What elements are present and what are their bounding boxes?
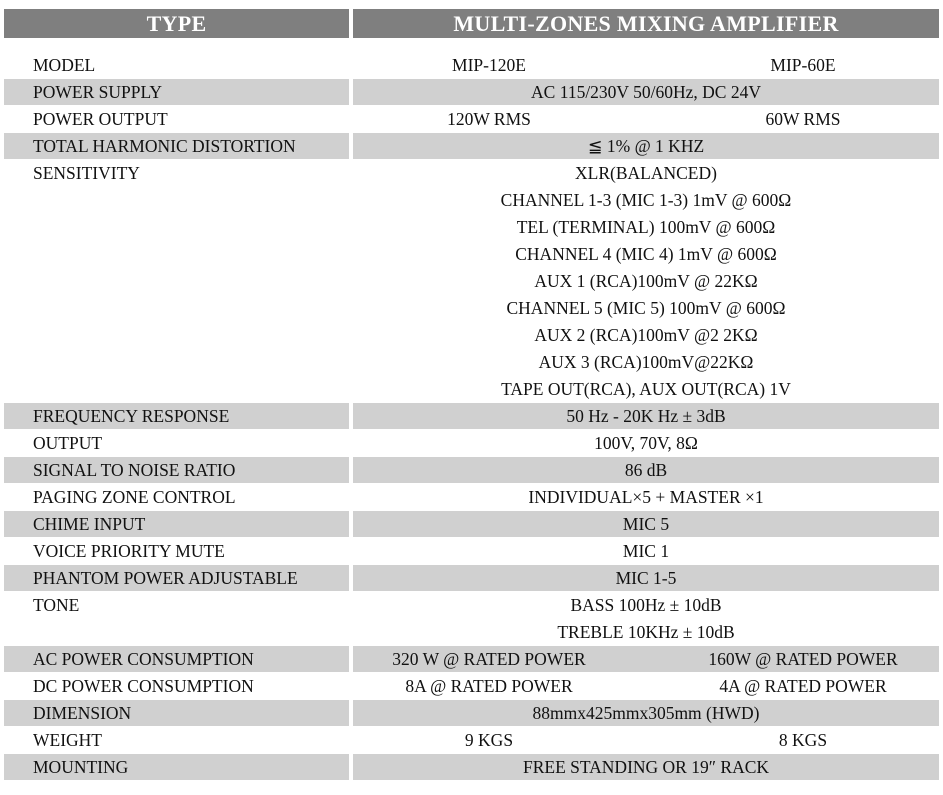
- spec-value: TEL (TERMINAL) 100mV @ 600Ω: [516, 217, 776, 237]
- spec-row: [0, 376, 943, 403]
- spec-value: BASS 100Hz ± 10dB: [570, 595, 722, 615]
- spec-values: [353, 727, 939, 753]
- spec-value: AUX 3 (RCA)100mV@22KΩ: [538, 352, 754, 372]
- type-header: TYPE: [4, 9, 349, 38]
- spec-value: 88mmx425mmx305mm (HWD): [353, 700, 939, 726]
- spec-row: [0, 646, 943, 673]
- spec-row: [0, 673, 943, 700]
- spec-value: MIC 1-5: [353, 565, 939, 591]
- spec-value: 100V, 70V, 8Ω: [594, 433, 698, 453]
- spec-row: [0, 52, 943, 79]
- spec-value-mip-60e: MIP-60E: [770, 55, 836, 75]
- spec-row: [0, 187, 943, 214]
- spec-label: PHANTOM POWER ADJUSTABLE: [4, 565, 349, 591]
- spec-value: FREE STANDING OR 19″ RACK: [353, 754, 939, 780]
- spec-row: [0, 484, 943, 511]
- spec-row: [0, 268, 943, 295]
- spec-row: [0, 403, 943, 430]
- spec-row: [0, 322, 943, 349]
- spec-label: TONE: [33, 595, 80, 615]
- spec-value: TAPE OUT(RCA), AUX OUT(RCA) 1V: [501, 379, 791, 399]
- spec-label: SIGNAL TO NOISE RATIO: [4, 457, 349, 483]
- spec-row: [0, 106, 943, 133]
- spec-label: MODEL: [33, 55, 96, 75]
- spec-value-mip-60e: 60W RMS: [765, 109, 841, 129]
- spec-row: [0, 79, 943, 106]
- spec-label: AC POWER CONSUMPTION: [4, 646, 349, 672]
- spec-value-mip-60e: 160W @ RATED POWER: [708, 649, 898, 669]
- spec-row: [0, 241, 943, 268]
- spec-label: [4, 322, 349, 348]
- spec-label: VOICE PRIORITY MUTE: [33, 541, 225, 561]
- spec-row: [0, 160, 943, 187]
- spec-values: [353, 673, 939, 699]
- spec-value: AUX 2 (RCA)100mV @2 2KΩ: [534, 325, 758, 345]
- spec-row: [0, 700, 943, 727]
- spec-row: [0, 619, 943, 646]
- product-header: MULTI-ZONES MIXING AMPLIFIER: [353, 9, 939, 38]
- spec-value: CHANNEL 5 (MIC 5) 100mV @ 600Ω: [506, 298, 786, 318]
- spec-row: [0, 565, 943, 592]
- spec-value-mip-120e: 320 W @ RATED POWER: [392, 649, 586, 669]
- spec-value-mip-120e: 9 KGS: [464, 730, 514, 750]
- spec-label: MOUNTING: [4, 754, 349, 780]
- spec-row: [0, 349, 943, 376]
- spec-label: SENSITIVITY: [33, 163, 140, 183]
- spec-label: POWER OUTPUT: [33, 109, 168, 129]
- spec-values: [353, 52, 939, 78]
- spec-value: CHANNEL 4 (MIC 4) 1mV @ 600Ω: [515, 244, 777, 264]
- spec-label: DIMENSION: [4, 700, 349, 726]
- spec-value-mip-120e: MIP-120E: [452, 55, 526, 75]
- spec-label: POWER SUPPLY: [4, 79, 349, 105]
- spec-values: [353, 106, 939, 132]
- spec-row: [0, 133, 943, 160]
- spec-label: FREQUENCY RESPONSE: [4, 403, 349, 429]
- spec-label: [4, 241, 349, 267]
- spec-value: 86 dB: [353, 457, 939, 483]
- spec-value-mip-60e: 8 KGS: [778, 730, 828, 750]
- spec-value: CHANNEL 1-3 (MIC 1-3) 1mV @ 600Ω: [500, 190, 792, 210]
- spec-label: TOTAL HARMONIC DISTORTION: [4, 133, 349, 159]
- spec-label: WEIGHT: [33, 730, 103, 750]
- spec-label: [4, 349, 349, 375]
- spec-label: [4, 268, 349, 294]
- spec-value: AUX 1 (RCA)100mV @ 22KΩ: [534, 271, 758, 291]
- spec-row: [0, 592, 943, 619]
- spec-row: [0, 727, 943, 754]
- spec-row: [0, 430, 943, 457]
- spec-row: [0, 511, 943, 538]
- spec-label: [4, 619, 349, 645]
- spec-values: [353, 646, 939, 672]
- spec-label: OUTPUT: [33, 433, 103, 453]
- spec-label: [4, 376, 349, 402]
- spec-label: [4, 295, 349, 321]
- spec-row: [0, 538, 943, 565]
- spec-row: [0, 754, 943, 781]
- spec-value: INDIVIDUAL×5 + MASTER ×1: [528, 487, 764, 507]
- spec-value: 50 Hz - 20K Hz ± 3dB: [353, 403, 939, 429]
- spec-value: TREBLE 10KHz ± 10dB: [557, 622, 735, 642]
- spec-row: [0, 295, 943, 322]
- spec-value-mip-60e: 4A @ RATED POWER: [719, 676, 887, 696]
- spec-label: [4, 187, 349, 213]
- spec-label: DC POWER CONSUMPTION: [33, 676, 254, 696]
- spec-label: PAGING ZONE CONTROL: [33, 487, 236, 507]
- spec-row: [0, 214, 943, 241]
- spec-row: [0, 457, 943, 484]
- spec-value: MIC 1: [622, 541, 670, 561]
- spec-value-mip-120e: 8A @ RATED POWER: [405, 676, 573, 696]
- spec-value: AC 115/230V 50/60Hz, DC 24V: [353, 79, 939, 105]
- spec-value: XLR(BALANCED): [575, 163, 717, 183]
- spec-value-mip-120e: 120W RMS: [447, 109, 531, 129]
- spec-value: ≦ 1% @ 1 KHZ: [353, 133, 939, 159]
- spec-label: [4, 214, 349, 240]
- spec-label: CHIME INPUT: [4, 511, 349, 537]
- spec-value: MIC 5: [353, 511, 939, 537]
